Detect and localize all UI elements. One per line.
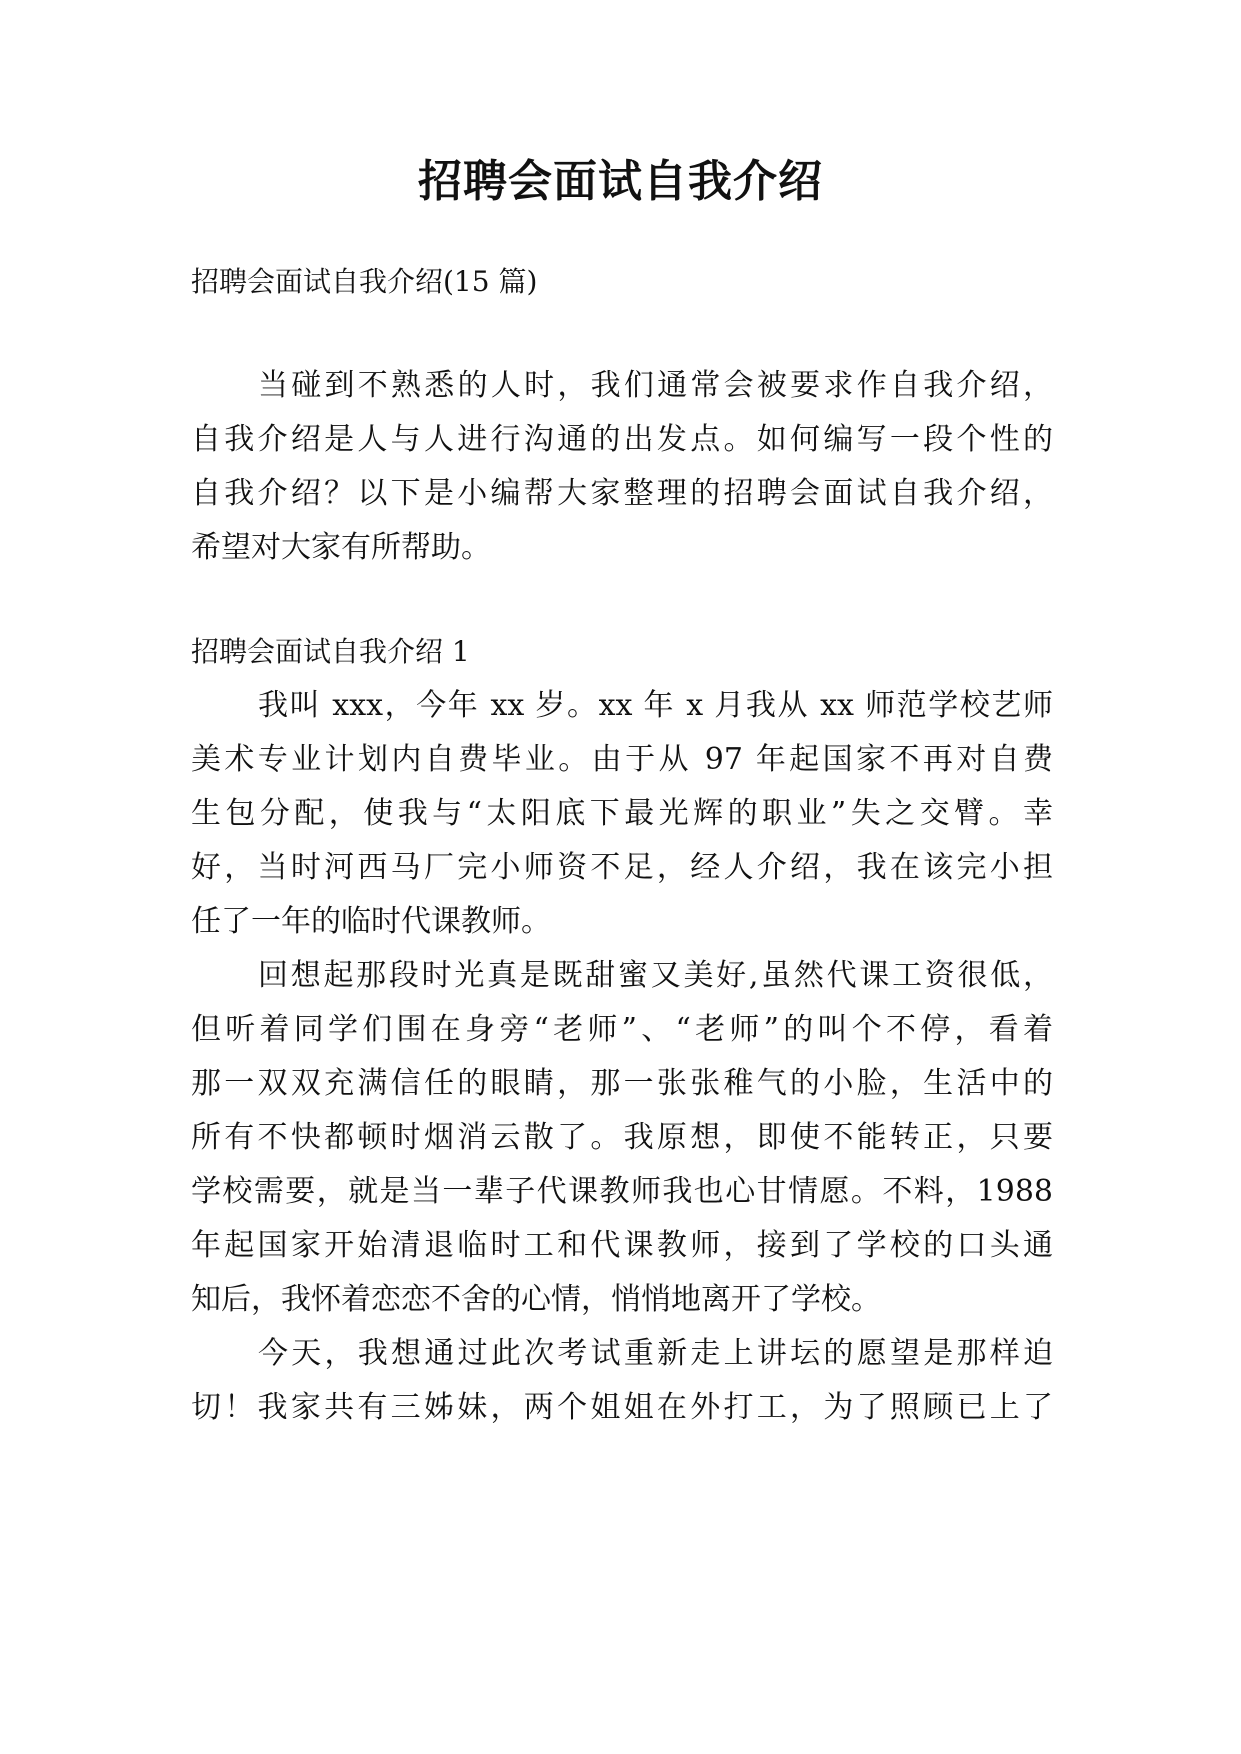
- paragraph-line: 切！我家共有三姊妹，两个姐姐在外打工，为了照顾已上了: [191, 1390, 1053, 1425]
- paragraph-line: 年起国家开始清退临时工和代课教师，接到了学校的口头通: [191, 1228, 1053, 1263]
- paragraph-line: 任了一年的临时代课教师。: [191, 904, 551, 939]
- section-heading: 招聘会面试自我介绍 1: [191, 635, 470, 668]
- paragraph-line: 生包分配，使我与“太阳底下最光辉的职业”失之交臂。幸: [191, 796, 1053, 831]
- paragraph-line: 所有不快都顿时烟消云散了。我原想，即使不能转正，只要: [191, 1120, 1053, 1155]
- paragraph-line: 知后，我怀着恋恋不舍的心情，悄悄地离开了学校。: [191, 1282, 881, 1317]
- intro-line: 自我介绍？以下是小编帮大家整理的招聘会面试自我介绍，: [191, 476, 1053, 511]
- paragraph-line: 我叫 xxx，今年 xx 岁。xx 年 x 月我从 xx 师范学校艺师: [258, 688, 1053, 723]
- intro-line: 自我介绍是人与人进行沟通的出发点。如何编写一段个性的: [191, 422, 1053, 457]
- document-subtitle: 招聘会面试自我介绍(15 篇): [191, 265, 538, 298]
- paragraph-line: 好，当时河西马厂完小师资不足，经人介绍，我在该完小担: [191, 850, 1053, 885]
- paragraph-line: 学校需要，就是当一辈子代课教师我也心甘情愿。不料，1988: [191, 1174, 1053, 1209]
- paragraph-line: 回想起那段时光真是既甜蜜又美好,虽然代课工资很低，: [258, 958, 1053, 993]
- paragraph-line: 那一双双充满信任的眼睛，那一张张稚气的小脸，生活中的: [191, 1066, 1053, 1101]
- document-title: 招聘会面试自我介绍: [418, 156, 823, 207]
- paragraph-line: 但听着同学们围在身旁“老师”、“老师”的叫个不停，看着: [191, 1012, 1053, 1047]
- paragraph-line: 美术专业计划内自费毕业。由于从 97 年起国家不再对自费: [191, 742, 1053, 777]
- intro-line: 当碰到不熟悉的人时，我们通常会被要求作自我介绍，: [258, 368, 1053, 403]
- paragraph-line: 今天，我想通过此次考试重新走上讲坛的愿望是那样迫: [258, 1336, 1053, 1371]
- intro-line: 希望对大家有所帮助。: [191, 530, 491, 565]
